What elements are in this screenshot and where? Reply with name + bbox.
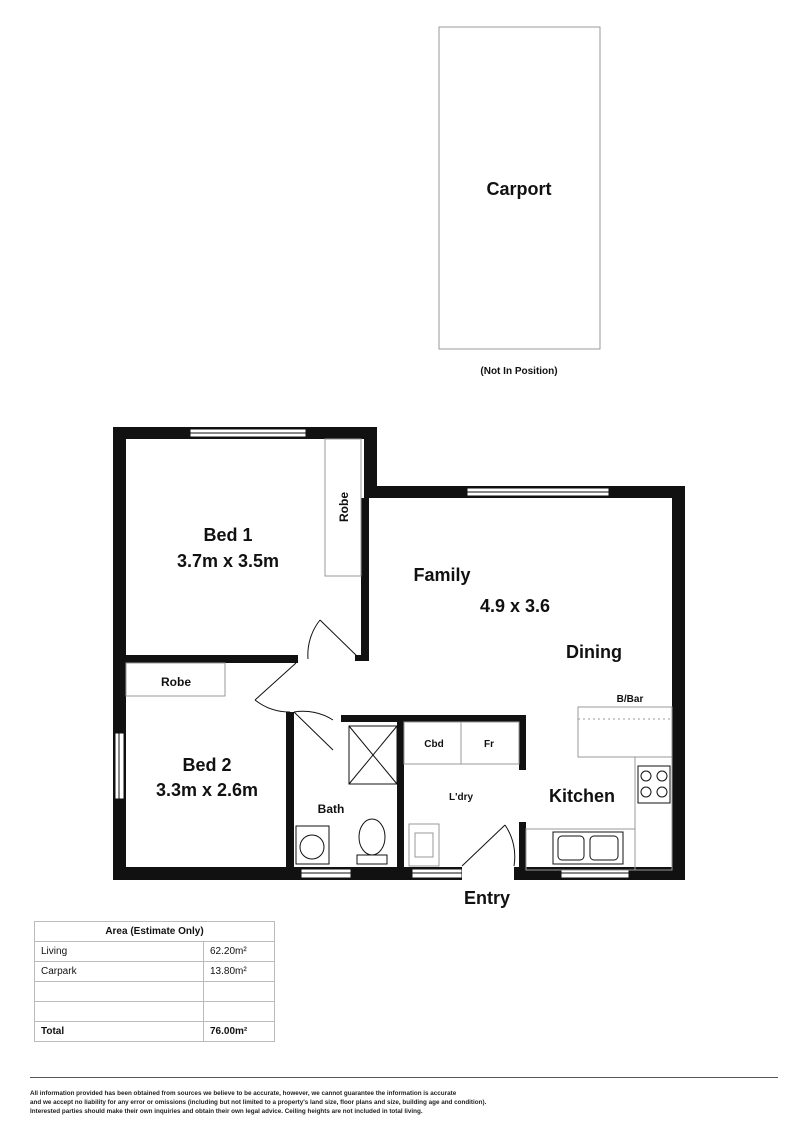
footer-divider <box>30 1077 778 1078</box>
area-table-header <box>35 922 275 942</box>
disclaimer-line-1: All information provided has been obtained from sources we believe to be accurate, however, we cannot guarantee the information is accurate <box>30 1090 457 1097</box>
carport-note: (Not In Position) <box>480 366 558 377</box>
area-total-value: 76.00m² <box>204 1022 275 1042</box>
table-row <box>35 982 275 1002</box>
bed1-size: 3.7m x 3.5m <box>176 551 280 571</box>
table-row <box>35 942 275 962</box>
carport-label: Carport <box>486 179 552 199</box>
entry-label: Entry <box>463 888 511 908</box>
bath-label: Bath <box>317 802 345 816</box>
robe2-label: Robe <box>161 675 191 689</box>
area-table-title: Area (Estimate Only) <box>35 922 275 942</box>
bbar-label: B/Bar <box>616 694 644 705</box>
area-row-label: Carpark <box>35 962 204 982</box>
disclaimer-line-2: and we accept no liability for any error or omissions (including but not limited to a property's land size, floor plans and size, building age and condition). <box>30 1099 487 1106</box>
area-row-label <box>35 982 204 1002</box>
area-row-label <box>35 1002 204 1022</box>
area-row-value: 13.80m² <box>204 962 275 982</box>
table-row-total <box>35 1022 275 1042</box>
bed2-name: Bed 2 <box>182 755 232 775</box>
fr-label: Fr <box>484 739 494 750</box>
area-table <box>34 921 275 1042</box>
cbd-label: Cbd <box>424 739 444 750</box>
area-row-value <box>204 982 275 1002</box>
area-row-value <box>204 1002 275 1022</box>
kitchen-label: Kitchen <box>548 786 616 806</box>
robe1-label: Robe <box>337 492 351 522</box>
bath-fixtures <box>296 726 397 864</box>
entry-gap <box>462 866 514 881</box>
disclaimer-line-3: Interested parties should make their own inquiries and obtain their own legal advice. Ceiling heights are not included in total living. <box>30 1108 423 1115</box>
bed2-size: 3.3m x 2.6m <box>155 780 259 800</box>
area-row-value: 62.20m² <box>204 942 275 962</box>
dining-label: Dining <box>566 642 622 662</box>
table-row <box>35 1002 275 1022</box>
bed1-name: Bed 1 <box>203 525 253 545</box>
area-total-label: Total <box>35 1022 204 1042</box>
family-size: 4.9 x 3.6 <box>479 596 551 616</box>
area-row-label: Living <box>35 942 204 962</box>
family-label: Family <box>413 565 471 585</box>
ldry-label: L'dry <box>448 792 474 803</box>
table-row <box>35 962 275 982</box>
disclaimer <box>30 1089 775 1116</box>
